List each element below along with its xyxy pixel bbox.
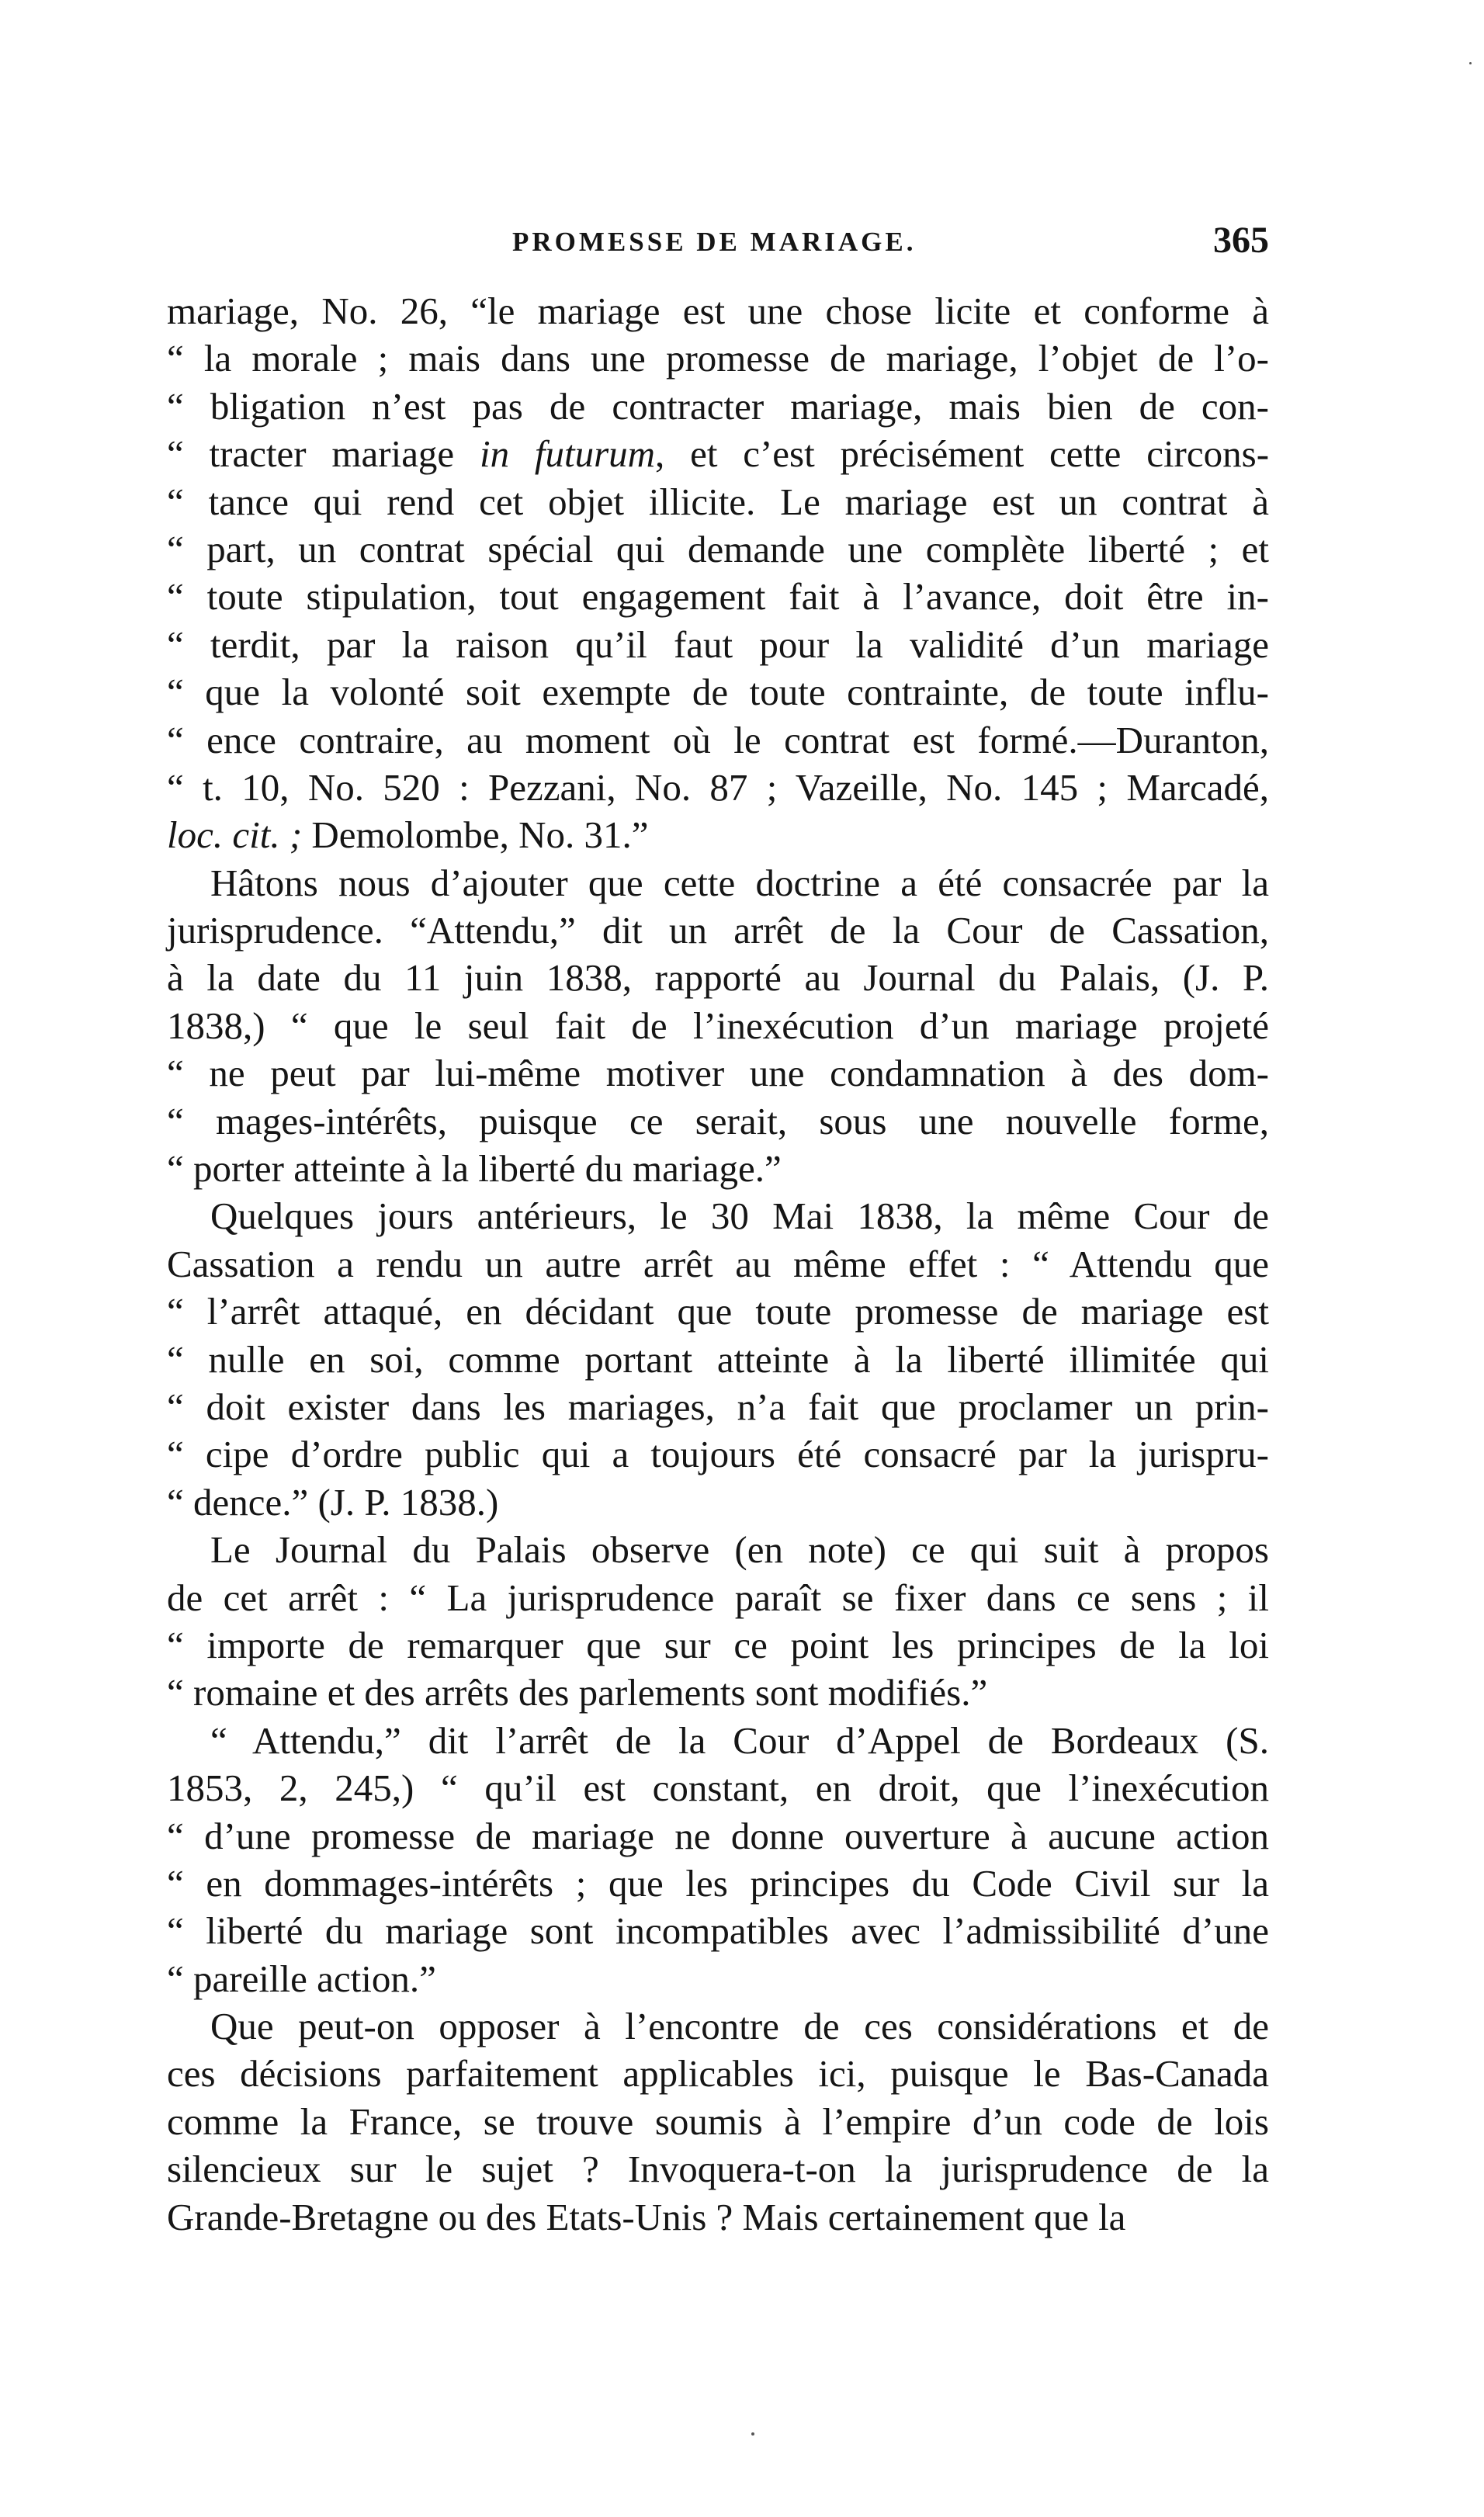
paragraph	[167, 1717, 1269, 2002]
text-line: “ mages-intérêts, puisque ce serait, sous une nouvelle forme,	[167, 1099, 1269, 1142]
text-line: “ d’une promesse de mariage ne donne ouverture à aucune action	[167, 1814, 1269, 1857]
text-line: “ en dommages-intérêts ; que les principes du Code Civil sur la	[167, 1861, 1269, 1905]
text-line: comme la France, se trouve soumis à l’empire d’un code de lois	[167, 2099, 1269, 2143]
paragraph	[167, 2002, 1269, 2241]
text-line: “ que la volonté soit exempte de toute contrainte, de toute influ-	[167, 671, 1269, 714]
running-head	[167, 220, 1269, 270]
text-line: Grande-Bretagne ou des Etats-Unis ? Mais certainement que la	[167, 2195, 1126, 2238]
text-line: “ romaine et des arrêts des parlements sont modifiés.”	[167, 1671, 988, 1714]
text-line: Hâtons nous d’ajouter que cette doctrine a été consacrée par la	[210, 861, 1269, 904]
body-text	[167, 287, 1269, 2241]
text-line: “ bligation n’est pas de contracter mariage, mais bien de con-	[167, 384, 1269, 428]
text-line: “ pareille action.”	[167, 1957, 436, 2000]
paragraph	[167, 859, 1269, 1193]
paragraph	[167, 287, 1269, 859]
text-line: Le Journal du Palais observe (en note) ce qui suit à propos	[210, 1528, 1269, 1572]
text-line: ces décisions parfaitement applicables ici, puisque le Bas-Canada	[167, 2052, 1269, 2096]
text-line: “ tracter mariage in futurum, et c’est précisément cette circons-	[167, 432, 1270, 476]
text-line: “ liberté du mariage sont incompatibles avec l’admissibilité d’une	[167, 1909, 1269, 1953]
text-line: “ porter atteinte à la liberté du mariage.”	[167, 1147, 782, 1191]
text-line: “ nulle en soi, comme portant atteinte à la liberté illimitée qui	[167, 1337, 1269, 1381]
text-line: silencieux sur le sujet ? Invoquera-t-on la jurisprudence de la	[167, 2148, 1269, 2191]
text-line: loc. cit. ; Demolombe, No. 31.”	[167, 813, 649, 857]
text-line: de cet arrêt : “ La jurisprudence paraît se fixer dans ce sens ; il	[167, 1576, 1269, 1619]
text-line: à la date du 11 juin 1838, rapporté au Journal du Palais, (J. P.	[167, 956, 1269, 1000]
text-line: “ tance qui rend cet objet illicite. Le mariage est un contrat à	[167, 480, 1269, 523]
text-line: “ cipe d’ordre public qui a toujours été consacré par la jurispru-	[167, 1433, 1269, 1476]
text-line: 1838,) “ que le seul fait de l’inexécution d’un mariage projeté	[167, 1004, 1269, 1047]
paragraph	[167, 1192, 1269, 1526]
text-line: “ dence.” (J. P. 1838.)	[167, 1480, 499, 1524]
text-line: “ l’arrêt attaqué, en décidant que toute promesse de mariage est	[167, 1290, 1269, 1333]
text-line: jurisprudence. “Attendu,” dit un arrêt de la Cour de Cassation,	[167, 909, 1269, 952]
page-number: 365	[1213, 220, 1269, 261]
text-line: “ Attendu,” dit l’arrêt de la Cour d’Appel de Bordeaux (S.	[210, 1718, 1269, 1762]
paragraph	[167, 1526, 1269, 1717]
text-line: “ terdit, par la raison qu’il faut pour la validité d’un mariage	[167, 622, 1269, 666]
text-line: Quelques jours antérieurs, le 30 Mai 1838, la même Cour de	[210, 1194, 1269, 1238]
text-line: “ part, un contrat spécial qui demande une complète liberté ; et	[167, 527, 1269, 570]
text-line: “ ence contraire, au moment où le contrat est formé.—Duranton,	[167, 718, 1269, 761]
running-title: PROMESSE DE MARIAGE.	[512, 227, 917, 257]
scan-speck	[1469, 62, 1472, 64]
text-line: “ doit exister dans les mariages, n’a fait que proclamer un prin-	[167, 1385, 1269, 1428]
text-line: “ t. 10, No. 520 : Pezzani, No. 87 ; Vazeille, No. 145 ; Marcadé,	[167, 765, 1269, 809]
text-line: “ ne peut par lui-même motiver une condamnation à des dom-	[167, 1052, 1269, 1095]
text-line: Que peut-on opposer à l’encontre de ces considérations et de	[210, 2005, 1269, 2048]
text-line: “ toute stipulation, tout engagement fait à l’avance, doit être in-	[167, 575, 1269, 619]
text-line: “ la morale ; mais dans une promesse de mariage, l’objet de l’o-	[167, 337, 1269, 380]
text-line: mariage, No. 26, “le mariage est une chose licite et conforme à	[167, 289, 1269, 332]
text-line: Cassation a rendu un autre arrêt au même effet : “ Attendu que	[167, 1242, 1269, 1285]
text-line: 1853, 2, 245,) “ qu’il est constant, en droit, que l’inexécution	[167, 1766, 1269, 1810]
scan-speck	[751, 2432, 754, 2436]
text-line: “ importe de remarquer que sur ce point les principes de la loi	[167, 1623, 1269, 1666]
